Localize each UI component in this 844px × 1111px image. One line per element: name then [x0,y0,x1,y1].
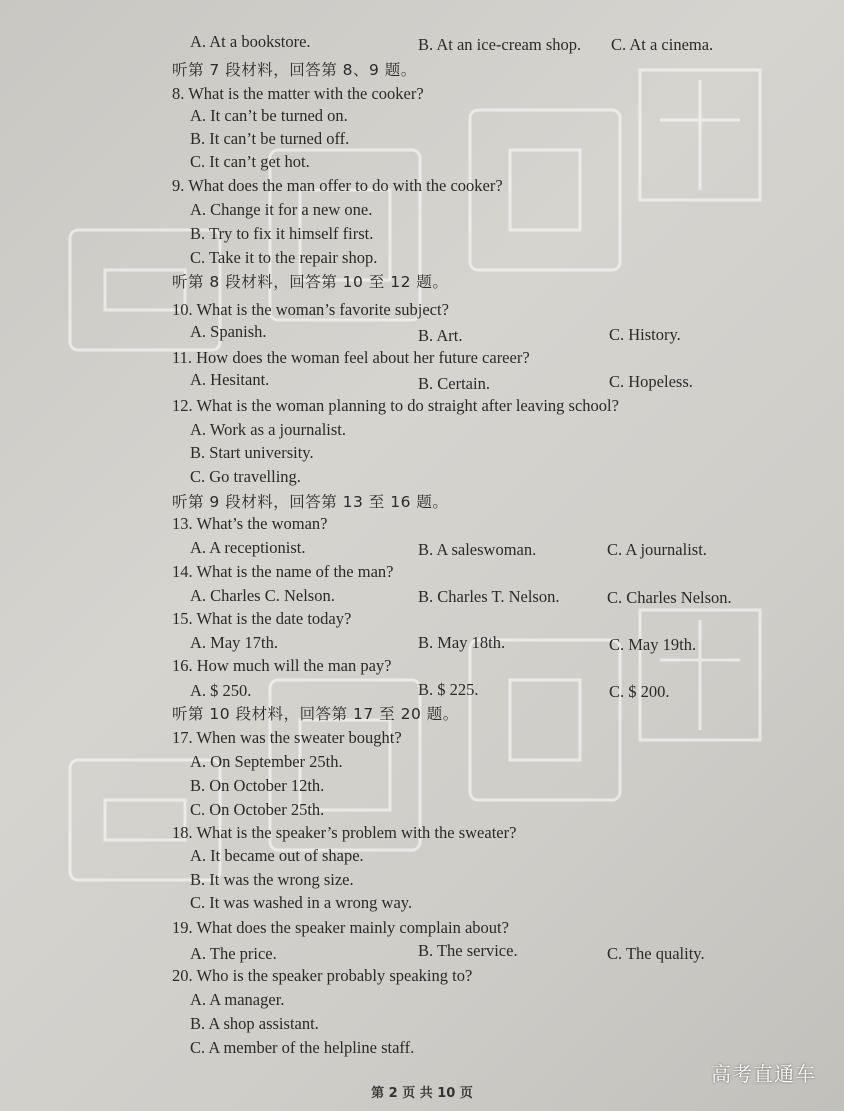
answer-option: A. The price. [190,944,277,963]
answer-option: C. The quality. [607,944,705,963]
question-text: 13. What’s the woman? [172,514,328,533]
answer-option: A. A receptionist. [190,538,306,557]
question-text: 19. What does the speaker mainly complain about? [172,918,509,937]
question-text: 20. Who is the speaker probably speaking to? [172,966,473,985]
section-heading: 听第 10 段材料，回答第 17 至 20 题。 [172,705,459,723]
section-heading: 听第 7 段材料，回答第 8、9 题。 [172,61,417,79]
answer-option: C. At a cinema. [611,35,714,54]
answer-option: A. It can’t be turned on. [190,106,348,125]
page-footer: 第 2 页 共 10 页 [371,1086,473,1101]
answer-option: C. $ 200. [609,682,670,701]
question-text: 12. What is the woman planning to do straight after leaving school? [172,396,619,415]
answer-option: C. Take it to the repair shop. [190,248,378,267]
answer-option: C. Charles Nelson. [607,588,732,607]
answer-option: A. May 17th. [190,633,278,652]
answer-option: A. Work as a journalist. [190,420,347,439]
answer-option: A. On September 25th. [190,752,343,771]
question-text: 14. What is the name of the man? [172,562,394,581]
answer-option: C. Go travelling. [190,467,301,486]
answer-option: C. History. [609,325,681,344]
answer-option: B. Art. [418,326,463,345]
answer-option: C. It can’t get hot. [190,152,310,171]
answer-option: B. A saleswoman. [418,540,537,559]
section-heading: 听第 9 段材料，回答第 13 至 16 题。 [172,493,449,511]
answer-option: A. A manager. [190,990,285,1009]
answer-option: A. $ 250. [190,681,252,700]
answer-option: B. $ 225. [418,680,479,699]
answer-option: A. It became out of shape. [190,846,364,865]
answer-option: C. A journalist. [607,540,707,559]
question-text: 16. How much will the man pay? [172,656,392,675]
answer-option: C. It was washed in a wrong way. [190,893,413,912]
question-text: 9. What does the man offer to do with the cooker? [172,176,503,195]
answer-option: A. Change it for a new one. [190,200,373,219]
answer-option: B. Charles T. Nelson. [418,587,560,606]
question-text: 18. What is the speaker’s problem with the sweater? [172,823,517,842]
question-text: 11. How does the woman feel about her future career? [172,348,530,367]
answer-option: A. Hesitant. [190,370,270,389]
question-text: 10. What is the woman’s favorite subject? [172,300,449,319]
question-text: 15. What is the date today? [172,609,352,628]
answer-option: C. May 19th. [609,635,697,654]
section-heading: 听第 8 段材料，回答第 10 至 12 题。 [172,273,449,291]
answer-option: A. At a bookstore. [190,32,311,51]
question-text: 17. When was the sweater bought? [172,728,402,747]
answer-option: B. A shop assistant. [190,1014,319,1033]
answer-option: B. At an ice-cream shop. [418,35,582,54]
answer-option: B. Certain. [418,374,490,393]
answer-option: B. The service. [418,941,518,960]
answer-option: A. Charles C. Nelson. [190,586,335,605]
answer-option: A. Spanish. [190,322,267,341]
answer-option: C. A member of the helpline staff. [190,1038,415,1057]
answer-option: B. It can’t be turned off. [190,129,350,148]
answer-option: C. On October 25th. [190,800,325,819]
answer-option: B. Try to fix it himself first. [190,224,374,243]
corner-watermark: 高考直通车 [711,1062,816,1086]
answer-option: B. Start university. [190,443,314,462]
answer-option: B. It was the wrong size. [190,870,354,889]
answer-option: B. On October 12th. [190,776,325,795]
answer-option: B. May 18th. [418,633,506,652]
answer-option: C. Hopeless. [609,372,693,391]
question-text: 8. What is the matter with the cooker? [172,84,424,103]
